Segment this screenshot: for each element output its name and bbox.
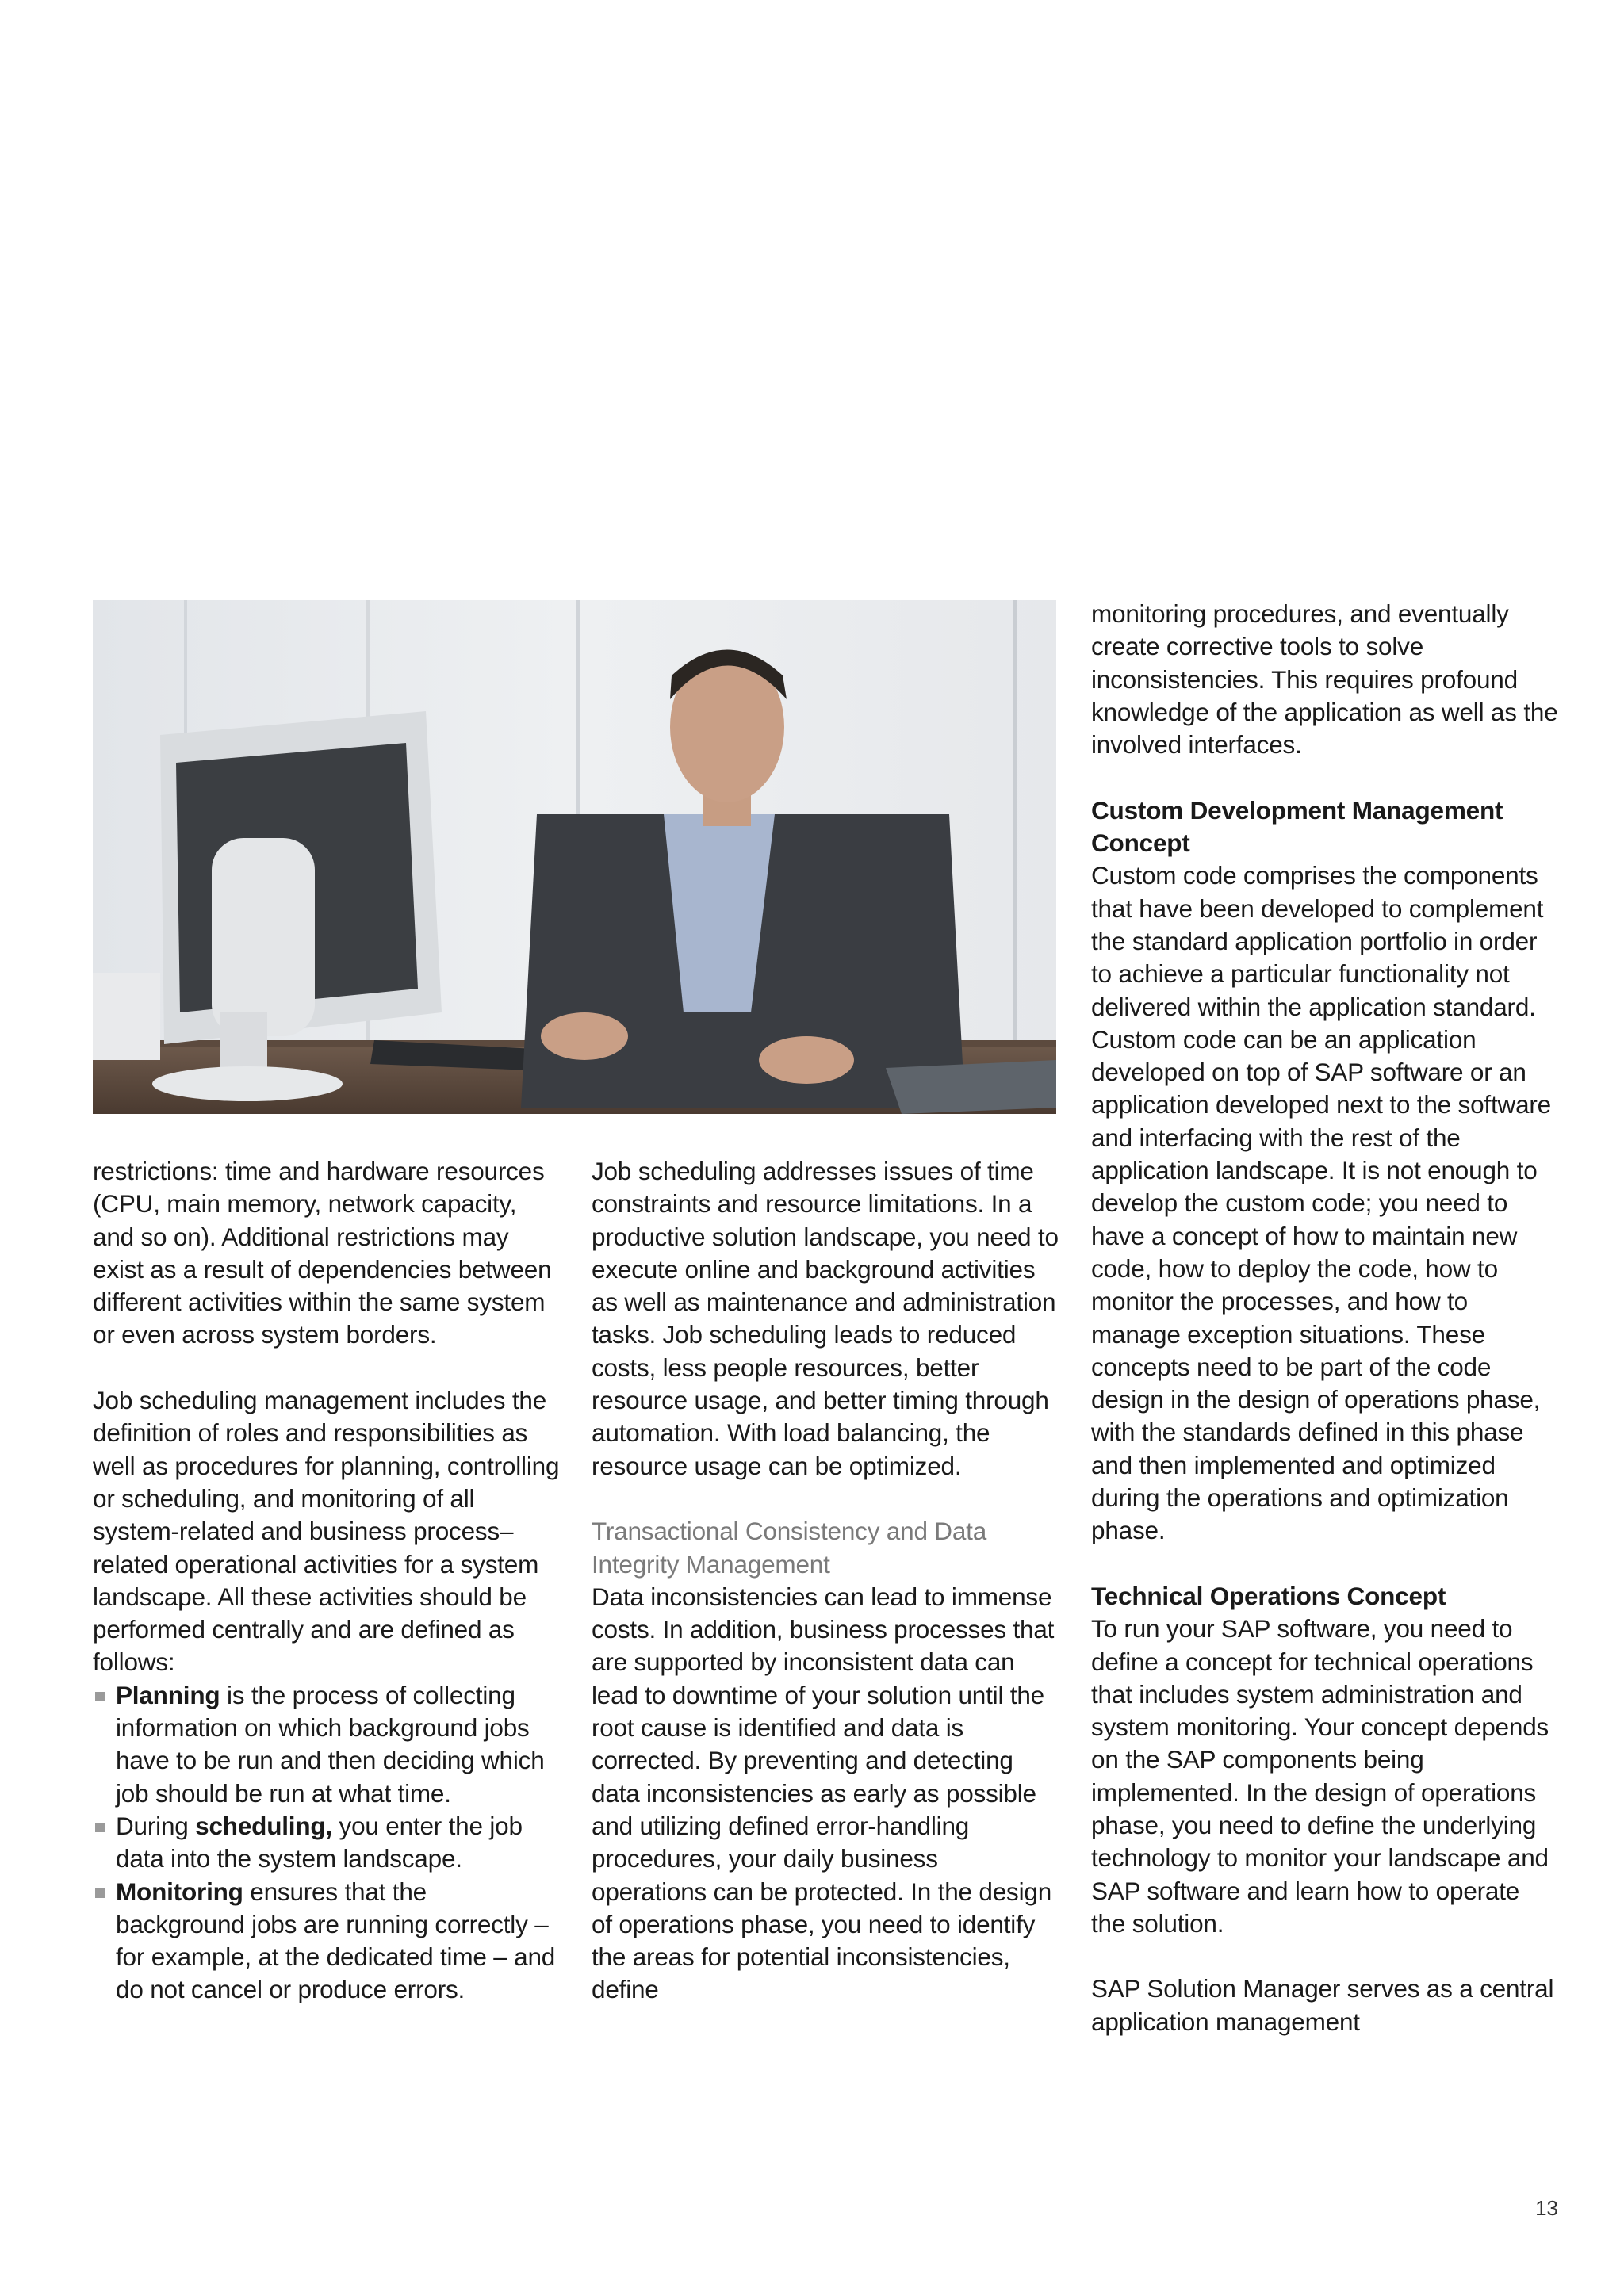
section-heading: Technical Operations Concept xyxy=(1091,1581,1446,1610)
bullet-square-icon xyxy=(95,1692,105,1701)
paragraph: Job scheduling addresses issues of time constraints and resource limitations. In a productive solution landscape, you need to execute online and background activities as well as maintenance and administration tasks. Job scheduling leads to reduced costs, less people resources, better resource usage, and better timing through automation. With load balancing, the resource usage can be optimized. xyxy=(592,1157,1059,1480)
bullet-text-prefix: During xyxy=(116,1811,196,1840)
bullet-term: Monitoring xyxy=(116,1877,243,1906)
section-heading: Custom Development Management Concept xyxy=(1091,795,1503,858)
column-right xyxy=(1091,598,1559,2038)
page-number: 13 xyxy=(1535,2196,1558,2220)
photo-illustration xyxy=(93,600,1056,1114)
bullet-square-icon xyxy=(95,1823,105,1832)
section-subheading: Transactional Consistency and Data Integrity Management xyxy=(592,1517,987,1578)
bullet-text: you enter the job data into the system landscape. xyxy=(116,1811,523,1873)
paragraph: Data inconsistencies can lead to immense costs. In addition, business processes that are supported by inconsistent data can lead to downtime of your solution until the root cause is identified and data is corrected. By preventing and detecting data inconsistencies as early as possible and utilizing defined error-handling procedures, your daily business operations can be protected. In the design of operations phase, you need to identify the areas for potential inconsistencies, define xyxy=(592,1582,1055,2004)
paragraph: To run your SAP software, you need to define a concept for technical operations that includes system administration and system monitoring. Your concept depends on the SAP components being implemented. In the design of operations phase, you need to define the underlying technology to monitor your landscape and SAP software and learn how to operate the solution. xyxy=(1091,1614,1549,1938)
bullet-text: is the process of collecting information on which background jobs have to be run and then deciding which job should be run at what time. xyxy=(116,1680,545,1808)
paragraph: Job scheduling management includes the definition of roles and responsibilities as well as procedures for planning, controlling or scheduling, and monitoring of all system-related and business process–related operational activities for a system landscape. All these activities should be performed centrally and are defined as follows: xyxy=(93,1386,560,1677)
column-middle xyxy=(592,1155,1059,2007)
column-left xyxy=(93,1155,561,2007)
paragraph: SAP Solution Manager serves as a central application management xyxy=(1091,1974,1554,2036)
paragraph: Custom code comprises the components that have been developed to complement the standard application portfolio in order to achieve a particular functionality not delivered within the application standard. Custom code can be an application developed on top of SAP software or an application developed next to the software and interfacing with the rest of the application landscape. It is not enough to develop the custom code; you need to have a concept of how to maintain new code, how to deploy the code, how to monitor the processes, and how to manage exception situations. These concepts need to be part of the code design in the design of operations phase, with the standards defined in this phase and then implemented and optimized during the operations and optimization phase. xyxy=(1091,861,1551,1545)
paragraph: restrictions: time and hardware resources (CPU, main memory, network capacity, and so on). Additional restrictions may exist as a result of dependencies between different activities within the same system or even across system borders. xyxy=(93,1157,552,1349)
paragraph: monitoring procedures, and eventually create corrective tools to solve inconsistencies. This requires profound knowledge of the application as well as the involved interfaces. xyxy=(1091,599,1558,760)
bullet-item-planning xyxy=(93,1679,561,1810)
bullet-list xyxy=(93,1679,561,2007)
bullet-item-scheduling xyxy=(93,1810,561,1876)
bullet-text: ensures that the background jobs are running correctly – for example, at the dedicated time – and do not cancel or produce errors. xyxy=(116,1877,556,2004)
bullet-item-monitoring xyxy=(93,1876,561,2007)
bullet-term: scheduling, xyxy=(195,1811,332,1840)
office-photo xyxy=(93,600,1056,1114)
bullet-square-icon xyxy=(95,1888,105,1898)
bullet-term: Planning xyxy=(116,1680,220,1709)
